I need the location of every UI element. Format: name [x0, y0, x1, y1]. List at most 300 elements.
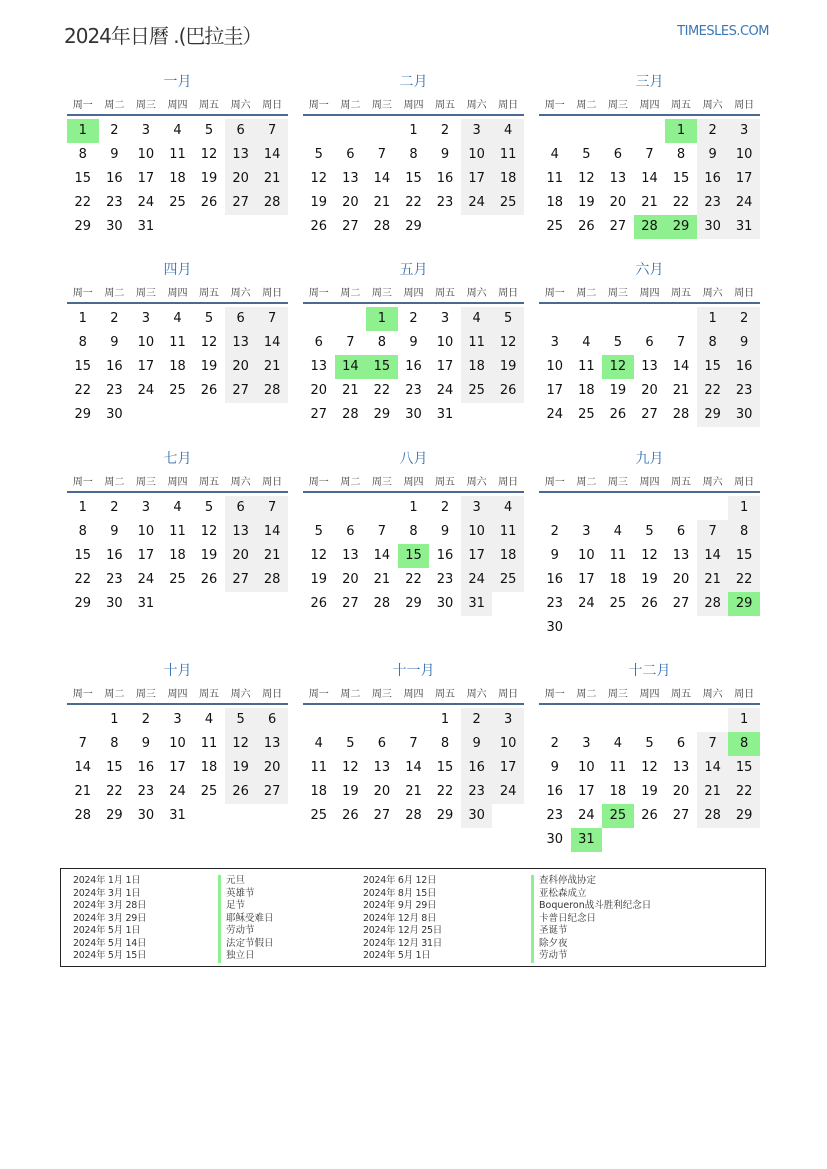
day-cell: 7 — [256, 119, 288, 143]
day-cell: 27 — [342, 219, 359, 234]
day-cell: 16 — [137, 760, 155, 775]
weekday-label: 周五 — [435, 477, 456, 488]
holiday-name: 亚松森成立 — [531, 888, 651, 901]
empty-cell — [665, 307, 697, 331]
day-cell: 17 — [137, 171, 155, 186]
empty-cell — [571, 496, 603, 520]
day-cell: 24 — [137, 572, 155, 587]
day-cell: 9 — [440, 524, 450, 539]
day-cell: 3 — [141, 500, 151, 515]
day-cell: 24 — [578, 596, 595, 611]
month-name: 一月 — [163, 74, 192, 90]
weekday-label: 周三 — [371, 288, 392, 299]
day-cell: 13 — [342, 548, 359, 563]
day-cell: 3 — [141, 311, 151, 326]
day-cell: 19 — [200, 171, 218, 186]
day-cell: 3 — [550, 335, 559, 350]
day-cell: 18 — [169, 548, 186, 563]
holiday-day-cell: 25 — [602, 804, 634, 828]
holiday-date: 2024年 12月 25日 — [363, 925, 442, 936]
day-cell: 26 — [641, 596, 658, 611]
day-cell: 6 — [314, 335, 323, 350]
day-cell: 11 — [609, 548, 627, 563]
day-cell: 28 — [342, 407, 359, 422]
day-cell: 23 — [546, 808, 564, 823]
weekday-label: 周四 — [167, 477, 188, 488]
empty-cell — [335, 119, 367, 143]
holiday-day-cell: 29 — [665, 215, 697, 239]
empty-cell — [539, 496, 571, 520]
holiday-date: 2024年 1月 1日 — [73, 875, 141, 886]
day-cell: 6 — [346, 147, 355, 162]
day-cell: 26 — [200, 195, 218, 210]
day-cell: 26 — [609, 407, 627, 422]
day-cell: 29 — [373, 407, 391, 422]
day-cell: 23 — [405, 383, 422, 398]
day-cell: 28 — [373, 596, 391, 611]
empty-cell — [571, 119, 603, 143]
day-cell: 9 — [440, 147, 450, 162]
day-cell: 5 — [204, 123, 214, 138]
weekday-label: 周六 — [466, 288, 487, 299]
day-cell: 27 — [672, 808, 690, 823]
day-cell: 4 — [173, 311, 182, 326]
site-link[interactable]: TIMESLES.COM — [677, 24, 769, 39]
holiday-day-cell: 15 — [398, 544, 430, 568]
holiday-name: 劳动节 — [531, 950, 651, 963]
day-cell: 21 — [342, 383, 359, 398]
day-cell: 16 — [106, 171, 123, 186]
holiday-name: 足节 — [218, 900, 274, 913]
weekday-label: 周六 — [702, 288, 723, 299]
day-cell: 22 — [106, 784, 123, 799]
day-cell: 12 — [342, 760, 359, 775]
weekday-header — [539, 97, 760, 116]
month-block — [67, 449, 288, 616]
day-cell: 19 — [342, 784, 359, 799]
day-cell: 5 — [314, 524, 323, 539]
day-cell: 14 — [256, 331, 288, 355]
day-cell: 5 — [492, 307, 524, 331]
day-cell: 13 — [225, 331, 257, 355]
day-cell: 25 — [169, 383, 186, 398]
day-cell: 9 — [110, 147, 119, 162]
day-cell: 31 — [728, 215, 760, 239]
day-cell: 7 — [409, 736, 418, 751]
day-cell: 31 — [461, 592, 493, 616]
weekday-label: 周二 — [104, 689, 125, 700]
weekday-label: 周六 — [702, 477, 723, 488]
day-cell: 19 — [200, 548, 218, 563]
holiday-list — [60, 868, 766, 967]
holiday-date: 2024年 3月 28日 — [73, 900, 147, 911]
empty-cell — [571, 307, 603, 331]
holiday-date: 2024年 5月 1日 — [73, 925, 141, 936]
day-cell: 21 — [697, 780, 729, 804]
day-cell: 2 — [440, 123, 450, 138]
weekday-label: 周一 — [308, 477, 329, 488]
weekday-label: 周日 — [734, 689, 755, 700]
weekday-label: 周二 — [340, 100, 361, 111]
weekday-label: 周五 — [671, 100, 692, 111]
day-cell: 24 — [578, 808, 595, 823]
day-cell: 24 — [169, 784, 186, 799]
holiday-name: Boqueron战斗胜利纪念日 — [531, 900, 651, 913]
day-cell: 12 — [200, 335, 218, 350]
day-cell: 28 — [74, 808, 92, 823]
weekday-label: 周二 — [340, 689, 361, 700]
weekday-label: 周二 — [576, 689, 597, 700]
weekday-label: 周一 — [308, 689, 329, 700]
day-cell: 4 — [492, 119, 524, 143]
day-cell: 21 — [256, 167, 288, 191]
day-cell: 7 — [697, 520, 729, 544]
day-cell: 10 — [728, 143, 760, 167]
day-cell: 20 — [342, 195, 359, 210]
day-cell: 8 — [110, 736, 119, 751]
day-cell: 8 — [78, 335, 87, 350]
weekday-label: 周日 — [262, 100, 283, 111]
month-block — [67, 260, 288, 427]
day-cell: 20 — [641, 383, 658, 398]
empty-cell — [335, 708, 367, 732]
day-cell: 16 — [436, 548, 454, 563]
empty-cell — [634, 119, 666, 143]
weekday-label: 周五 — [199, 689, 220, 700]
day-cell: 16 — [546, 784, 564, 799]
holiday-date: 2024年 12月 31日 — [363, 937, 442, 949]
day-cell: 5 — [204, 500, 214, 515]
day-cell: 21 — [672, 383, 690, 398]
weekday-header — [67, 474, 288, 493]
day-cell: 30 — [106, 407, 123, 422]
day-cell: 15 — [74, 359, 92, 374]
day-cell: 23 — [436, 572, 454, 587]
day-cell: 23 — [106, 572, 123, 587]
weekday-label: 周四 — [167, 288, 188, 299]
weekday-header — [303, 97, 524, 116]
day-cell: 27 — [225, 568, 257, 592]
day-cell: 22 — [405, 572, 422, 587]
weekday-header — [67, 285, 288, 304]
day-cell: 5 — [613, 335, 623, 350]
weekday-header — [303, 686, 524, 705]
day-cell: 2 — [110, 311, 119, 326]
day-cell: 3 — [141, 123, 151, 138]
day-cell: 30 — [137, 808, 155, 823]
day-cell: 18 — [609, 572, 627, 587]
day-cell: 30 — [106, 219, 123, 234]
day-cell: 13 — [373, 760, 391, 775]
month-name: 十二月 — [628, 663, 671, 679]
empty-cell — [303, 708, 335, 732]
day-cell: 2 — [728, 307, 760, 331]
day-cell: 23 — [461, 780, 493, 804]
holiday-dates-left — [73, 875, 146, 963]
month-name: 二月 — [399, 74, 428, 90]
day-cell: 29 — [74, 596, 92, 611]
day-cell: 12 — [641, 548, 658, 563]
weekday-label: 周二 — [104, 288, 125, 299]
day-cell: 30 — [728, 403, 760, 427]
day-cell: 10 — [578, 760, 595, 775]
empty-cell — [665, 496, 697, 520]
empty-cell — [602, 496, 634, 520]
day-cell: 17 — [137, 548, 155, 563]
month-name: 十月 — [163, 663, 192, 679]
day-cell: 28 — [672, 407, 690, 422]
day-cell: 16 — [405, 359, 422, 374]
day-cell: 20 — [609, 195, 627, 210]
weekday-label: 周五 — [435, 100, 456, 111]
day-cell: 2 — [440, 500, 450, 515]
weekday-label: 周三 — [607, 288, 628, 299]
weekday-label: 周四 — [639, 288, 660, 299]
holiday-day-cell: 29 — [728, 592, 760, 616]
day-cell: 22 — [405, 195, 422, 210]
day-cell: 11 — [169, 335, 186, 350]
empty-cell — [602, 708, 634, 732]
day-grid — [539, 119, 760, 239]
day-cell: 9 — [110, 524, 119, 539]
day-cell: 27 — [256, 780, 288, 804]
weekday-header — [539, 686, 760, 705]
weekday-header — [67, 686, 288, 705]
day-cell: 14 — [256, 520, 288, 544]
day-cell: 15 — [74, 171, 92, 186]
day-cell: 24 — [137, 383, 155, 398]
holiday-date: 2024年 5月 1日 — [363, 950, 431, 961]
weekday-label: 周日 — [262, 477, 283, 488]
day-cell: 22 — [74, 195, 92, 210]
day-cell: 4 — [204, 712, 214, 727]
day-cell: 6 — [225, 307, 257, 331]
month-block — [539, 260, 760, 427]
weekday-label: 周六 — [702, 689, 723, 700]
day-cell: 21 — [373, 195, 391, 210]
empty-cell — [602, 307, 634, 331]
day-grid — [67, 708, 288, 828]
day-cell: 25 — [492, 191, 524, 215]
day-cell: 4 — [461, 307, 493, 331]
day-cell: 13 — [225, 143, 257, 167]
day-cell: 29 — [436, 808, 454, 823]
weekday-header — [303, 285, 524, 304]
weekday-label: 周一 — [544, 689, 565, 700]
day-cell: 17 — [546, 383, 564, 398]
holiday-date: 2024年 3月 29日 — [73, 912, 147, 924]
weekday-label: 周四 — [167, 689, 188, 700]
day-cell: 18 — [578, 383, 595, 398]
holiday-name: 耶稣受难日 — [218, 913, 274, 926]
day-cell: 1 — [78, 311, 87, 326]
holiday-name: 卡普日纪念日 — [531, 913, 651, 926]
weekday-label: 周二 — [576, 100, 597, 111]
day-grid — [303, 307, 524, 427]
weekday-label: 周三 — [607, 100, 628, 111]
day-cell: 19 — [641, 784, 658, 799]
weekday-label: 周六 — [466, 477, 487, 488]
day-cell: 3 — [582, 524, 591, 539]
empty-cell — [303, 307, 335, 331]
day-cell: 26 — [342, 808, 359, 823]
day-cell: 20 — [672, 784, 690, 799]
weekday-label: 周四 — [403, 477, 424, 488]
weekday-label: 周日 — [498, 689, 519, 700]
empty-cell — [335, 496, 367, 520]
day-cell: 2 — [110, 500, 119, 515]
empty-cell — [634, 708, 666, 732]
weekday-label: 周二 — [340, 288, 361, 299]
day-cell: 18 — [492, 167, 524, 191]
day-cell: 15 — [672, 171, 690, 186]
day-cell: 31 — [436, 407, 454, 422]
empty-cell — [697, 496, 729, 520]
holiday-name: 独立日 — [218, 950, 274, 963]
day-cell: 26 — [310, 596, 328, 611]
weekday-label: 周五 — [671, 477, 692, 488]
month-block — [539, 449, 760, 640]
day-cell: 20 — [256, 756, 288, 780]
day-cell: 20 — [373, 784, 391, 799]
day-cell: 30 — [106, 596, 123, 611]
day-cell: 30 — [405, 407, 422, 422]
day-cell: 2 — [697, 119, 729, 143]
day-cell: 4 — [173, 500, 182, 515]
weekday-label: 周二 — [576, 288, 597, 299]
day-grid — [539, 708, 760, 852]
day-cell: 22 — [728, 780, 760, 804]
weekday-label: 周一 — [72, 689, 93, 700]
day-cell: 20 — [672, 572, 690, 587]
holiday-day-cell: 1 — [67, 119, 99, 143]
empty-cell — [366, 119, 398, 143]
day-cell: 23 — [106, 383, 123, 398]
empty-cell — [539, 307, 571, 331]
day-cell: 21 — [256, 544, 288, 568]
weekday-label: 周日 — [498, 100, 519, 111]
weekday-label: 周日 — [734, 288, 755, 299]
day-cell: 24 — [461, 568, 493, 592]
day-cell: 10 — [137, 147, 155, 162]
day-cell: 31 — [169, 808, 186, 823]
day-cell: 11 — [310, 760, 328, 775]
day-cell: 2 — [461, 708, 493, 732]
empty-cell — [665, 708, 697, 732]
day-cell: 21 — [74, 784, 92, 799]
day-cell: 2 — [110, 123, 119, 138]
day-cell: 4 — [492, 496, 524, 520]
empty-cell — [366, 708, 398, 732]
weekday-label: 周六 — [466, 689, 487, 700]
day-cell: 21 — [256, 355, 288, 379]
day-cell: 8 — [377, 335, 387, 350]
day-cell: 3 — [582, 736, 591, 751]
holiday-date: 2024年 8月 15日 — [363, 887, 437, 899]
day-cell: 23 — [697, 191, 729, 215]
day-cell: 27 — [342, 596, 359, 611]
holiday-name: 劳动节 — [218, 925, 274, 938]
day-cell: 26 — [310, 219, 328, 234]
month-name: 八月 — [399, 451, 428, 467]
month-block — [539, 661, 760, 852]
day-cell: 13 — [342, 171, 359, 186]
weekday-label: 周日 — [734, 100, 755, 111]
day-cell: 11 — [461, 331, 493, 355]
weekday-label: 周五 — [199, 288, 220, 299]
empty-cell — [303, 119, 335, 143]
day-cell: 12 — [578, 171, 595, 186]
day-cell: 25 — [609, 596, 627, 611]
day-cell: 8 — [440, 736, 450, 751]
day-cell: 18 — [546, 195, 564, 210]
day-cell: 17 — [436, 359, 454, 374]
day-cell: 22 — [728, 568, 760, 592]
day-cell: 14 — [373, 548, 391, 563]
day-cell: 23 — [106, 195, 123, 210]
day-cell: 7 — [676, 335, 686, 350]
day-cell: 5 — [645, 524, 654, 539]
day-cell: 5 — [645, 736, 654, 751]
day-cell: 20 — [225, 544, 257, 568]
weekday-label: 周一 — [308, 100, 329, 111]
weekday-label: 周三 — [135, 689, 156, 700]
day-grid — [303, 496, 524, 616]
day-cell: 19 — [200, 359, 218, 374]
month-block — [303, 72, 524, 239]
month-block — [67, 72, 288, 239]
day-cell: 22 — [373, 383, 391, 398]
weekday-label: 周一 — [72, 477, 93, 488]
day-cell: 30 — [461, 804, 493, 828]
day-cell: 1 — [409, 500, 418, 515]
holiday-names-left — [218, 875, 274, 963]
day-cell: 7 — [697, 732, 729, 756]
day-cell: 28 — [256, 379, 288, 403]
holiday-date: 2024年 6月 12日 — [363, 875, 437, 886]
day-cell: 26 — [641, 808, 658, 823]
day-cell: 17 — [492, 756, 524, 780]
weekday-label: 周一 — [308, 288, 329, 299]
day-cell: 26 — [225, 780, 257, 804]
day-cell: 9 — [110, 335, 119, 350]
day-cell: 11 — [546, 171, 564, 186]
day-cell: 10 — [578, 548, 595, 563]
day-cell: 13 — [672, 760, 690, 775]
day-cell: 22 — [672, 195, 690, 210]
weekday-label: 周六 — [466, 100, 487, 111]
weekday-label: 周日 — [498, 288, 519, 299]
holiday-name: 元旦 — [218, 875, 274, 888]
day-cell: 27 — [225, 379, 257, 403]
weekday-header — [539, 285, 760, 304]
day-grid — [67, 307, 288, 427]
day-cell: 8 — [409, 524, 418, 539]
weekday-label: 周一 — [544, 100, 565, 111]
holiday-day-cell: 8 — [728, 732, 760, 756]
day-cell: 8 — [78, 524, 87, 539]
day-cell: 11 — [609, 760, 627, 775]
day-cell: 24 — [728, 191, 760, 215]
day-cell: 29 — [697, 403, 729, 427]
holiday-date: 2024年 5月 15日 — [73, 950, 147, 961]
weekday-label: 周六 — [702, 100, 723, 111]
day-cell: 17 — [578, 572, 595, 587]
day-cell: 18 — [200, 760, 218, 775]
day-cell: 29 — [74, 219, 92, 234]
weekday-label: 周三 — [607, 477, 628, 488]
day-cell: 17 — [461, 544, 493, 568]
